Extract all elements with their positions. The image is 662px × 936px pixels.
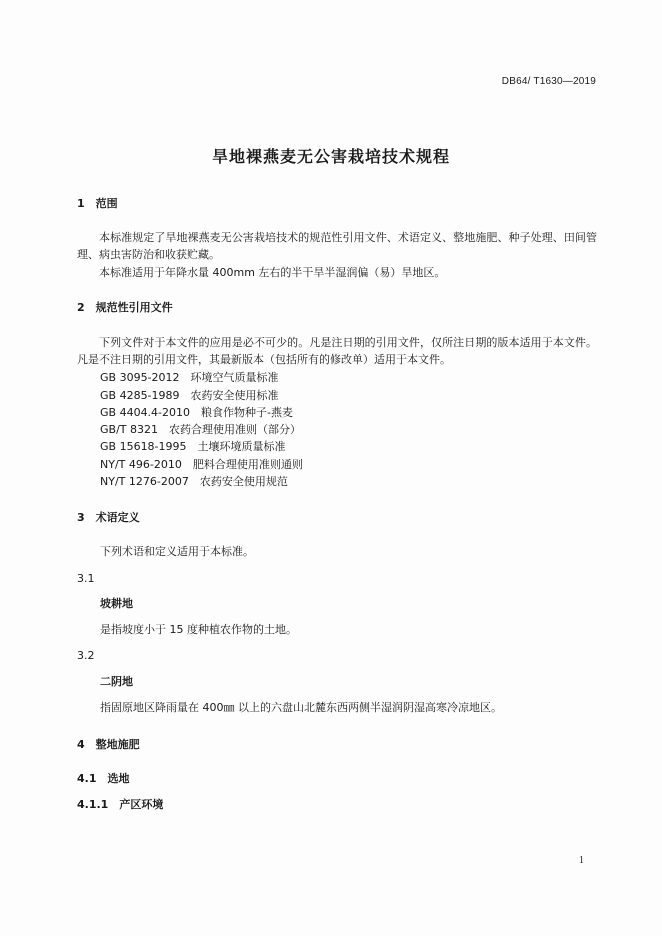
section-heading-scope: 1 范围: [77, 197, 118, 210]
term-number: 3.2: [77, 649, 95, 662]
term-title: 坡耕地: [100, 597, 133, 610]
reference-item: NY/T 496-2010 肥料合理使用准则通则: [100, 458, 303, 471]
term-number: 3.1: [77, 572, 95, 585]
reference-item: GB 15618-1995 土壤环境质量标准: [100, 440, 286, 453]
scope-paragraph-2: 本标准适用于年降水量 400mm 左右的半干旱半湿润偏（易）旱地区。: [99, 266, 446, 279]
term-definition: 指固原地区降雨量在 400㎜ 以上的六盘山北麓东西两侧半湿润阴湿高寒冷凉地区。: [100, 701, 502, 714]
reference-item: GB/T 8321 农药合理使用准则（部分）: [100, 423, 301, 436]
reference-item: GB 3095-2012 环境空气质量标准: [100, 371, 279, 384]
page-number: 1: [579, 855, 584, 866]
terms-intro: 下列术语和定义适用于本标准。: [100, 545, 254, 558]
references-intro-paragraph: 下列文件对于本文件的应用是必不可少的。凡是注日期的引用文件，仅所注日期的版本适用于本文件。凡是不注日期的引用文件，其最新版本（包括所有的修改单）适用于本文件。: [77, 336, 597, 366]
section-heading-normative-references: 2 规范性引用文件: [77, 301, 173, 314]
section-heading-soil-preparation: 4 整地施肥: [77, 738, 140, 751]
subsection-heading-site-selection: 4.1 选地: [77, 772, 130, 785]
reference-item: NY/T 1276-2007 农药安全使用规范: [100, 475, 288, 488]
page-title: 旱地裸燕麦无公害栽培技术规程: [211, 147, 450, 166]
term-title: 二阴地: [100, 675, 133, 688]
section-heading-terms: 3 术语定义: [77, 511, 140, 524]
scope-paragraph-1: 本标准规定了旱地裸燕麦无公害栽培技术的规范性引用文件、术语定义、整地施肥、种子处理、田间管理、病虫害防治和收获贮藏。: [77, 231, 597, 261]
reference-item: GB 4404.4-2010 粮食作物种子-燕麦: [100, 406, 293, 419]
standard-code: DB64/ T1630—2019: [501, 76, 596, 87]
term-definition: 是指坡度小于 15 度种植农作物的土地。: [100, 623, 297, 636]
subsection-heading-production-environment: 4.1.1 产区环境: [77, 798, 164, 811]
reference-item: GB 4285-1989 农药安全使用标准: [100, 389, 279, 402]
